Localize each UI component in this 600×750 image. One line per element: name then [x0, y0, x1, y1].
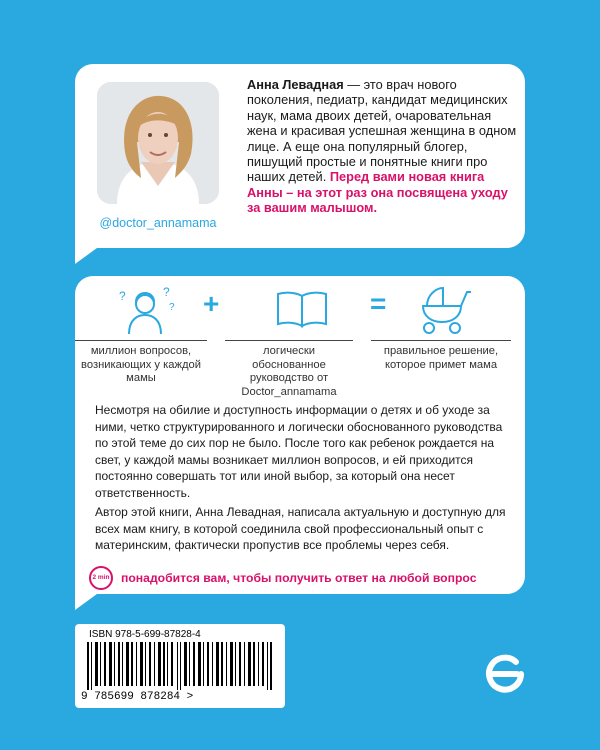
baby-stroller-icon	[409, 282, 473, 341]
questioning-woman-icon	[115, 286, 179, 341]
equals-sign: =	[370, 288, 387, 319]
author-highlight: Перед вами новая книга Анны – на этот раз она посвящена уходу за вашим малышом.	[247, 169, 508, 216]
description-card	[75, 276, 525, 594]
author-name: Анна Левадная	[247, 77, 344, 92]
body-paragraph-2: Автор этой книги, Анна Левадная, написала актуальную и доступную для всех мам книгу, в которой соединила свой профессиональный опыт с материнским, фактически пропустив все проблемы через себя.	[95, 505, 506, 552]
author-bio	[247, 77, 517, 216]
equation-label-decision: правильное решение, которое примет мама	[371, 340, 511, 372]
publisher-logo-icon	[483, 652, 527, 701]
author-card	[75, 64, 525, 248]
plus-sign: +	[203, 288, 220, 319]
svg-text:?: ?	[119, 289, 126, 303]
time-note-text: понадобится вам, чтобы получить ответ на любой вопрос	[121, 571, 477, 585]
barcode-bars	[87, 642, 273, 690]
time-note	[89, 566, 476, 590]
equation-label-guide: логически обоснованное руководство от Doctor_annamama	[225, 340, 353, 399]
isbn-text: ISBN 978-5-699-87828-4	[89, 629, 201, 640]
clock-icon: 2 min	[89, 566, 113, 590]
svg-text:?: ?	[163, 286, 170, 299]
body-paragraph-1: Несмотря на обилие и доступность информации о детях и об уходе за ними, четко структурированного и логически обоснованного руководства по этой теме до сих пор не было. После того как ребенок рождается на свет, у каждой мамы возникает миллион вопросов, и ей приходится постоянно совершать тот или иной выбор, за который она несет ответственность.	[95, 403, 503, 500]
author-bio-text: — это врач нового поколения, педиатр, кандидат медицинских наук, мама двоих детей, очаровательная жена и красивая успешная женщина в одном лице. А еще она популярный блогер, пишущий простые и понятные книги про наших детей.	[247, 77, 517, 185]
author-handle: @doctor_annamama	[99, 216, 217, 230]
svg-text:?: ?	[169, 302, 175, 313]
author-photo	[97, 82, 219, 204]
book-icon	[275, 288, 329, 333]
barcode-digits: 9 785699 878284 >	[81, 691, 194, 703]
barcode	[75, 624, 285, 708]
equation-label-questions: миллион вопросов, возникающих у каждой мамы	[75, 340, 207, 386]
